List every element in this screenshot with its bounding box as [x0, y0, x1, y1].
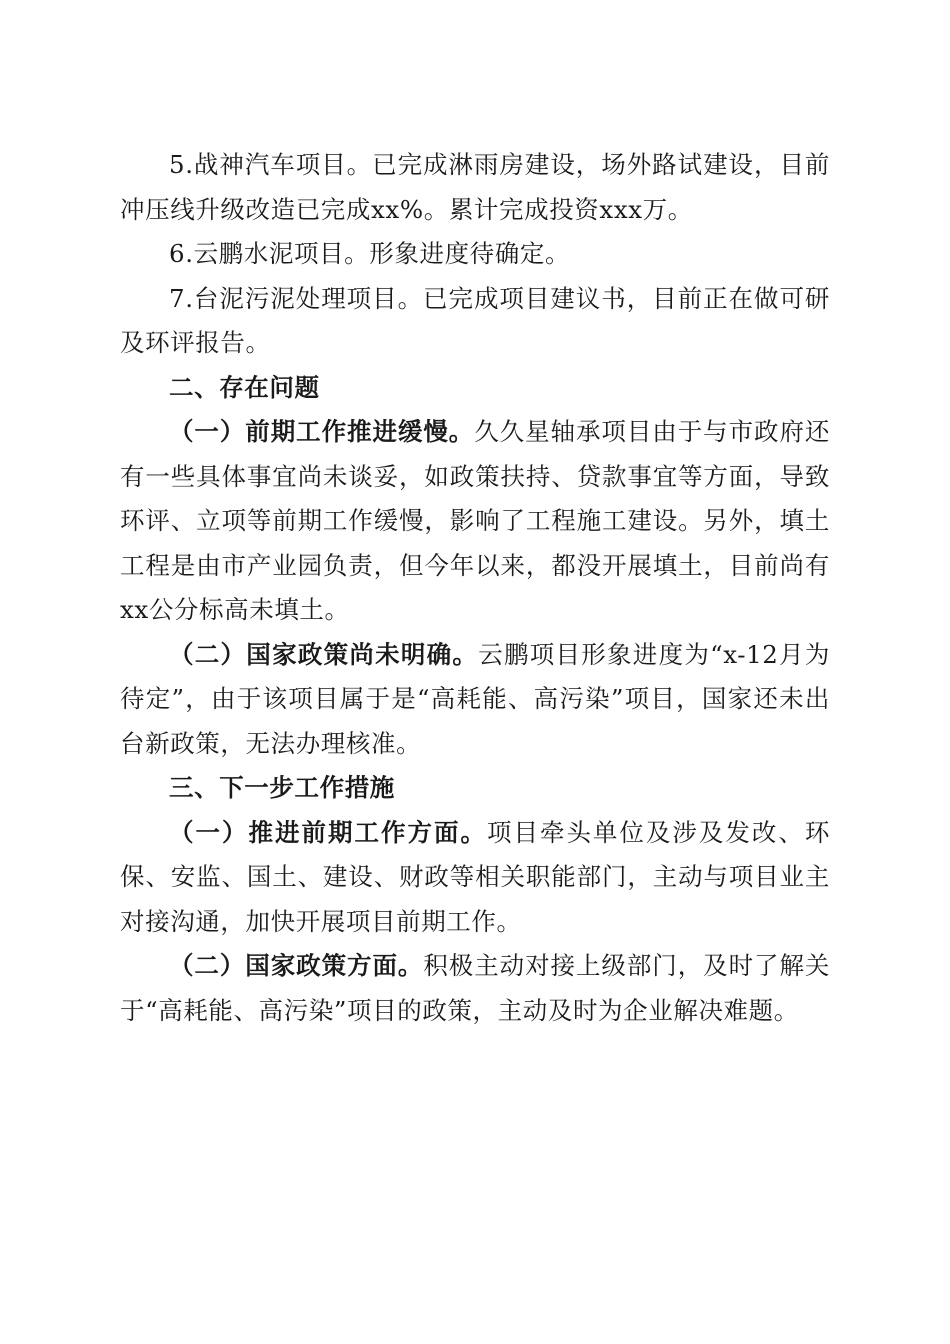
item-7-paragraph: 7.台泥污泥处理项目。已完成项目建议书，目前正在做可研及环评报告。	[120, 283, 830, 357]
section-2-paragraph-2	[120, 633, 830, 767]
document-page	[120, 143, 830, 1033]
item-6-paragraph: 6.云鹏水泥项目。形象进度待确定。	[169, 239, 571, 268]
section-2-heading: 二、存在问题	[169, 372, 320, 402]
section-2-paragraph-2-lead: （二）国家政策尚未明确。	[169, 639, 479, 669]
section-3-paragraph-2-lead: （二）国家政策方面。	[169, 951, 424, 980]
section-2-paragraph-2-body: 云鹏项目形象进度为“x-12月为待定”，由于该项目属于是“高耗能、高污染”项目，国家还未出台新政策，无法办理核准。	[120, 639, 830, 758]
item-5-paragraph: 5.战神汽车项目。已完成淋雨房建设，场外路试建设，目前冲压线升级改造已完成xx%。累计完成投资xxx万。	[120, 150, 830, 224]
section-3-paragraph-2-body: 积极主动对接上级部门，及时了解关于“高耗能、高污染”项目的政策，主动及时为企业解决难题。	[120, 951, 830, 1025]
section-2-paragraph-1-body: 久久星轴承项目由于与市政府还有一些具体事宜尚未谈妥，如政策扶持、贷款事宜等方面，导致环评、立项等前期工作缓慢，影响了工程施工建设。另外，填土工程是由市产业园负责，但今年以来，都没开展填土，目前尚有xx公分标高未填土。	[120, 417, 830, 624]
section-2-paragraph-1	[120, 410, 830, 633]
section-3-paragraph-2	[120, 944, 830, 1033]
section-2-paragraph-1-lead: （一）前期工作推进缓慢。	[169, 417, 475, 446]
section-3-paragraph-1-body: 项目牵头单位及涉及发改、环保、安监、国土、建设、财政等相关职能部门，主动与项目业主对接沟通，加快开展项目前期工作。	[120, 817, 830, 936]
section-3-paragraph-1	[120, 811, 830, 945]
section-3-heading: 三、下一步工作措施	[169, 773, 395, 802]
section-3-paragraph-1-lead: （一）推进前期工作方面。	[169, 817, 487, 847]
